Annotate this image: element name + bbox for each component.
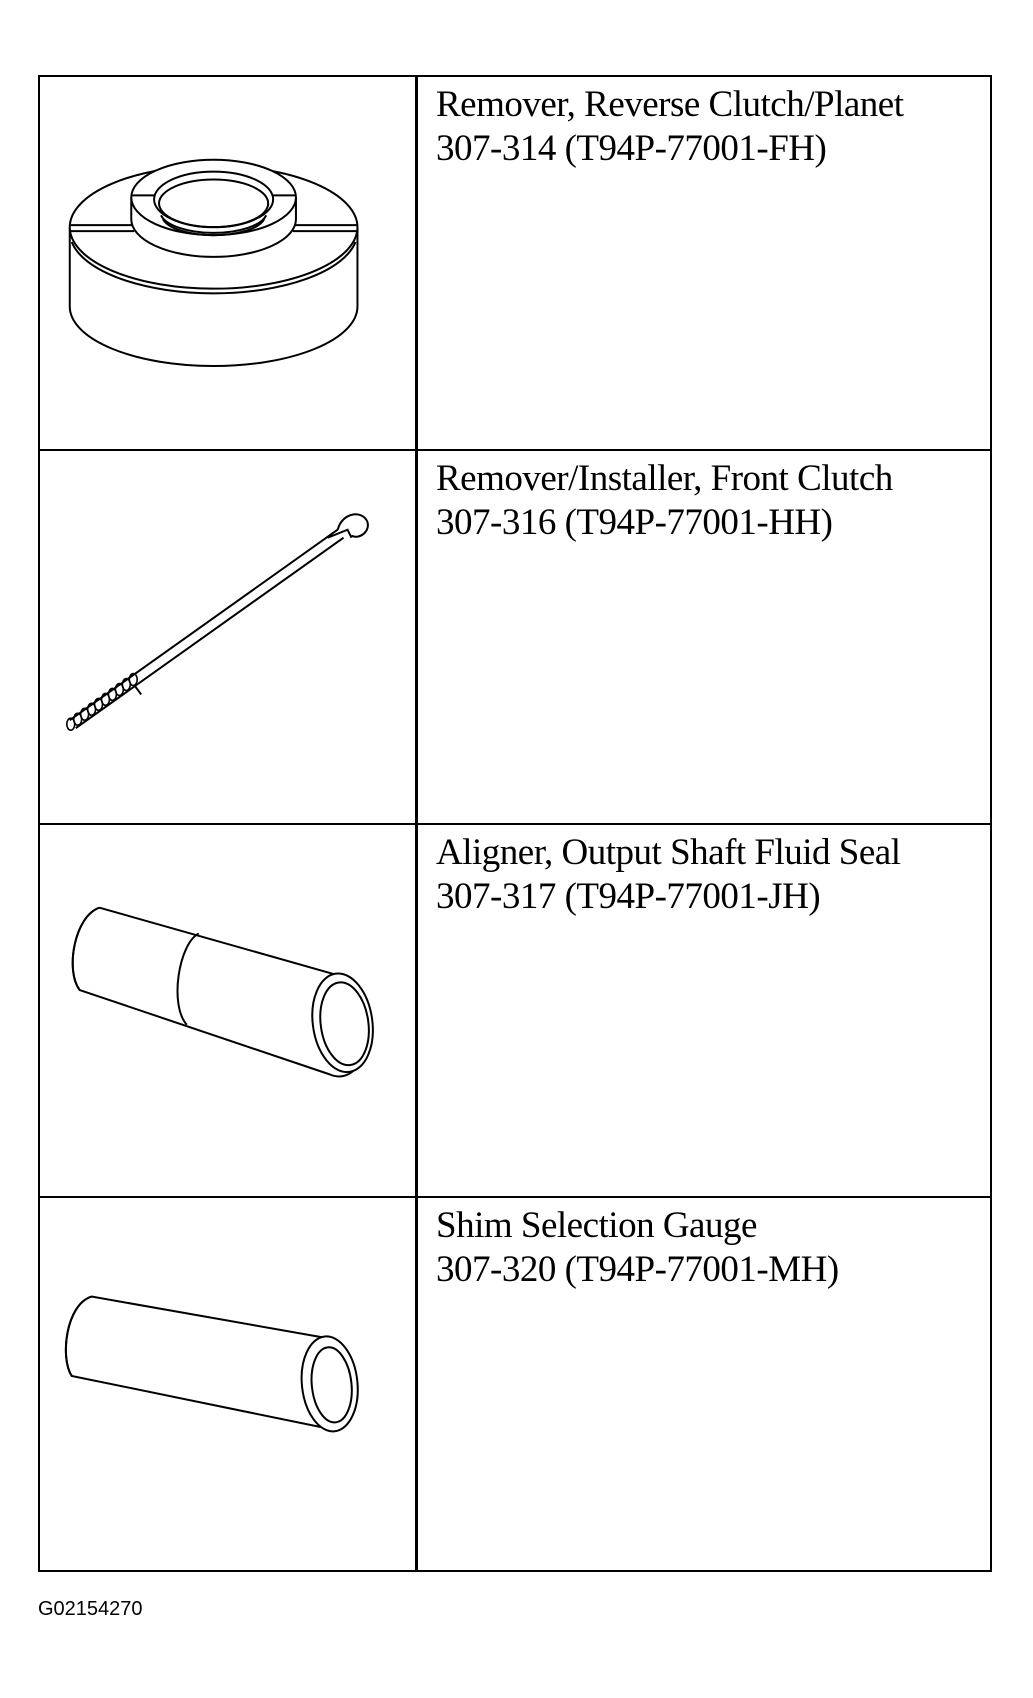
tool-image-cell (40, 77, 418, 449)
tool-part-number: 307-317 (T94P-77001-JH) (436, 875, 821, 917)
figure-id: G02154270 (38, 1598, 143, 1620)
tool-name: Remover, Reverse Clutch/Planet (436, 84, 904, 125)
tool-table (38, 75, 992, 1572)
tool-part-number: 307-316 (T94P-77001-HH) (436, 501, 833, 543)
tool-image-cell (40, 1198, 418, 1570)
tool-part-number: 307-320 (T94P-77001-MH) (436, 1249, 839, 1291)
seal-aligner-icon (40, 825, 415, 1197)
tool-text-cell (418, 451, 990, 823)
tool-name: Aligner, Output Shaft Fluid Seal (436, 831, 901, 873)
tool-part-number: 307-314 (T94P-77001-FH) (436, 128, 827, 169)
tool-name: Remover/Installer, Front Clutch (436, 457, 893, 499)
tool-text-cell (418, 1198, 990, 1570)
threaded-rod-icon (40, 451, 415, 823)
clutch-remover-icon (40, 77, 415, 449)
tool-row (40, 451, 990, 825)
tool-image-cell (40, 451, 418, 823)
tool-text-cell (418, 77, 990, 449)
tool-image-cell (40, 825, 418, 1197)
tool-row (40, 77, 990, 451)
tool-name: Shim Selection Gauge (436, 1205, 757, 1247)
tool-row (40, 825, 990, 1199)
shim-gauge-tube-icon (40, 1198, 415, 1570)
tool-row (40, 1198, 990, 1570)
tool-text-cell (418, 825, 990, 1197)
